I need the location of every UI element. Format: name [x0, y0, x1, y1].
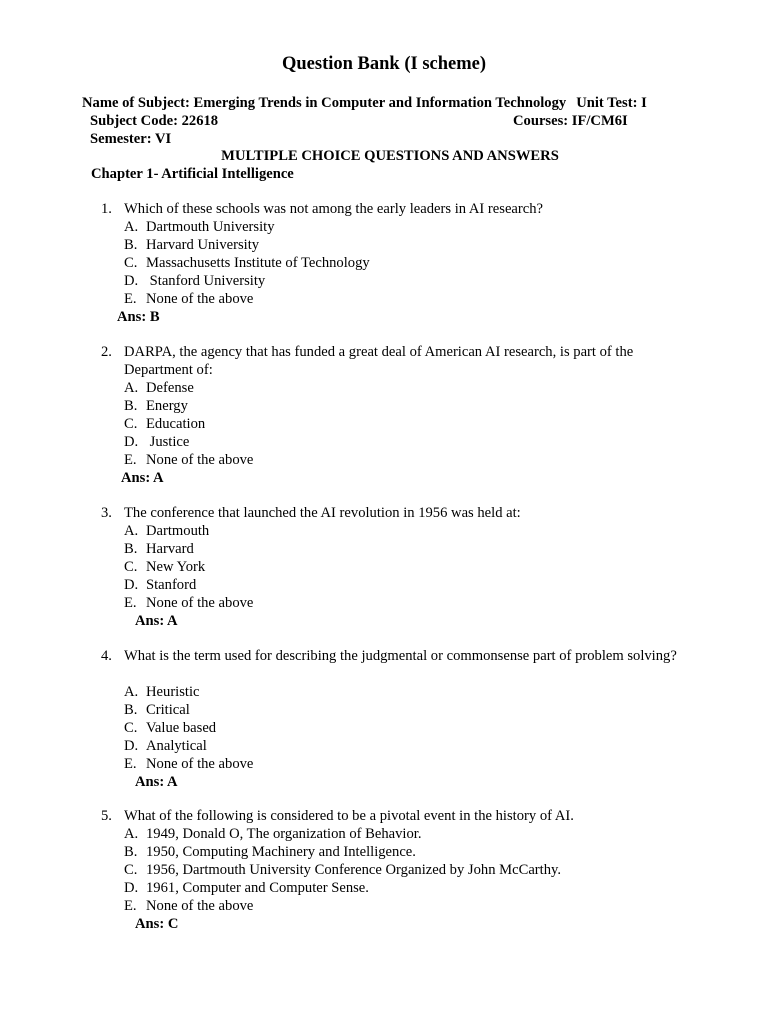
- section-heading: MULTIPLE CHOICE QUESTIONS AND ANSWERS: [221, 148, 559, 164]
- option-item: [124, 683, 253, 701]
- option-letter: D.: [124, 434, 139, 450]
- option-letter: E.: [124, 898, 137, 914]
- option-item: [124, 594, 253, 612]
- question-text: What of the following is considered to be a pivotal event in the history of AI.: [124, 808, 574, 824]
- answer-label: Ans: A: [135, 613, 178, 629]
- option-item: [124, 415, 253, 433]
- option-text: 1961, Computer and Computer Sense.: [146, 880, 369, 896]
- option-letter: B.: [124, 702, 138, 718]
- option-item: [124, 540, 253, 558]
- subject-code-label: Subject Code: 22618: [90, 113, 219, 129]
- question-text: Which of these schools was not among the early leaders in AI research?: [124, 201, 544, 217]
- option-text: Education: [146, 416, 206, 432]
- option-item: [124, 897, 561, 915]
- option-letter: D.: [124, 880, 139, 896]
- option-letter: D.: [124, 738, 139, 754]
- option-item: [124, 272, 370, 290]
- question-text: The conference that launched the AI revolution in 1956 was held at:: [124, 505, 521, 521]
- answer-label: Ans: A: [121, 470, 164, 486]
- option-item: [124, 879, 561, 897]
- option-text: None of the above: [146, 291, 254, 307]
- option-list: [124, 379, 253, 469]
- option-letter: C.: [124, 862, 138, 878]
- answer-label: Ans: A: [135, 774, 178, 790]
- option-letter: A.: [124, 380, 139, 396]
- option-item: [124, 861, 561, 879]
- option-text: New York: [146, 559, 206, 575]
- question-number: 1.: [101, 201, 112, 217]
- option-item: [124, 701, 253, 719]
- courses-label: Courses: IF/CM6I: [513, 113, 628, 129]
- answer-label: Ans: C: [135, 916, 179, 932]
- option-item: [124, 236, 370, 254]
- option-item: [124, 755, 253, 773]
- option-text: Justice: [146, 434, 190, 450]
- option-text: Value based: [146, 720, 217, 736]
- option-item: [124, 254, 370, 272]
- page-title: Question Bank (I scheme): [281, 54, 487, 74]
- option-text: None of the above: [146, 452, 254, 468]
- subject-line: [82, 94, 647, 112]
- option-letter: C.: [124, 416, 138, 432]
- option-letter: B.: [124, 844, 138, 860]
- option-item: [124, 451, 253, 469]
- option-item: [124, 737, 253, 755]
- option-item: [124, 558, 253, 576]
- option-text: Energy: [146, 398, 188, 414]
- option-item: [124, 397, 253, 415]
- option-letter: A.: [124, 523, 139, 539]
- answer-label: Ans: B: [117, 309, 160, 325]
- option-letter: A.: [124, 826, 139, 842]
- option-letter: C.: [124, 720, 138, 736]
- option-letter: E.: [124, 595, 137, 611]
- option-letter: B.: [124, 237, 138, 253]
- question-number: 5.: [101, 808, 112, 824]
- option-text: None of the above: [146, 898, 254, 914]
- question-number: 2.: [101, 344, 112, 360]
- option-item: [124, 825, 561, 843]
- option-list: [124, 683, 253, 773]
- option-text: Defense: [146, 380, 194, 396]
- option-text: Massachusetts Institute of Technology: [146, 255, 370, 271]
- chapter-heading: Chapter 1- Artificial Intelligence: [91, 166, 294, 182]
- option-text: None of the above: [146, 756, 254, 772]
- option-list: [124, 218, 370, 308]
- semester-label: Semester: VI: [90, 131, 172, 147]
- question-text: What is the term used for describing the judgmental or commonsense part of problem solving?: [124, 648, 677, 664]
- option-text: Analytical: [146, 738, 207, 754]
- option-text: Harvard University: [146, 237, 260, 253]
- option-text: Dartmouth: [146, 523, 210, 539]
- option-letter: C.: [124, 559, 138, 575]
- option-item: [124, 522, 253, 540]
- option-text: 1956, Dartmouth University Conference Organized by John McCarthy.: [146, 862, 562, 878]
- option-letter: A.: [124, 684, 139, 700]
- option-item: [124, 719, 253, 737]
- option-text: 1950, Computing Machinery and Intelligence.: [146, 844, 416, 860]
- option-letter: C.: [124, 255, 138, 271]
- option-text: Harvard: [146, 541, 194, 557]
- question-number: 4.: [101, 648, 112, 664]
- option-item: [124, 218, 370, 236]
- option-letter: E.: [124, 452, 137, 468]
- option-item: [124, 843, 561, 861]
- option-letter: A.: [124, 219, 139, 235]
- option-text: Stanford University: [146, 273, 266, 289]
- option-list: [124, 825, 561, 915]
- option-item: [124, 576, 253, 594]
- subject-name: Name of Subject: Emerging Trends in Computer and Information Technology: [82, 95, 567, 111]
- option-letter: E.: [124, 756, 137, 772]
- option-item: [124, 290, 370, 308]
- question-number: 3.: [101, 505, 112, 521]
- option-text: Dartmouth University: [146, 219, 275, 235]
- option-letter: D.: [124, 273, 139, 289]
- option-text: Stanford: [146, 577, 197, 593]
- option-text: None of the above: [146, 595, 254, 611]
- option-letter: E.: [124, 291, 137, 307]
- option-text: Critical: [146, 702, 190, 718]
- option-text: Heuristic: [146, 684, 200, 700]
- option-item: [124, 379, 253, 397]
- option-text: 1949, Donald O, The organization of Behavior.: [146, 826, 422, 842]
- option-letter: B.: [124, 398, 138, 414]
- option-letter: D.: [124, 577, 139, 593]
- option-letter: B.: [124, 541, 138, 557]
- question-text: DARPA, the agency that has funded a great deal of American AI research, is part of the Department of:: [124, 344, 634, 378]
- option-item: [124, 433, 253, 451]
- option-list: [124, 522, 253, 612]
- unit-test-label: Unit Test: I: [576, 95, 647, 111]
